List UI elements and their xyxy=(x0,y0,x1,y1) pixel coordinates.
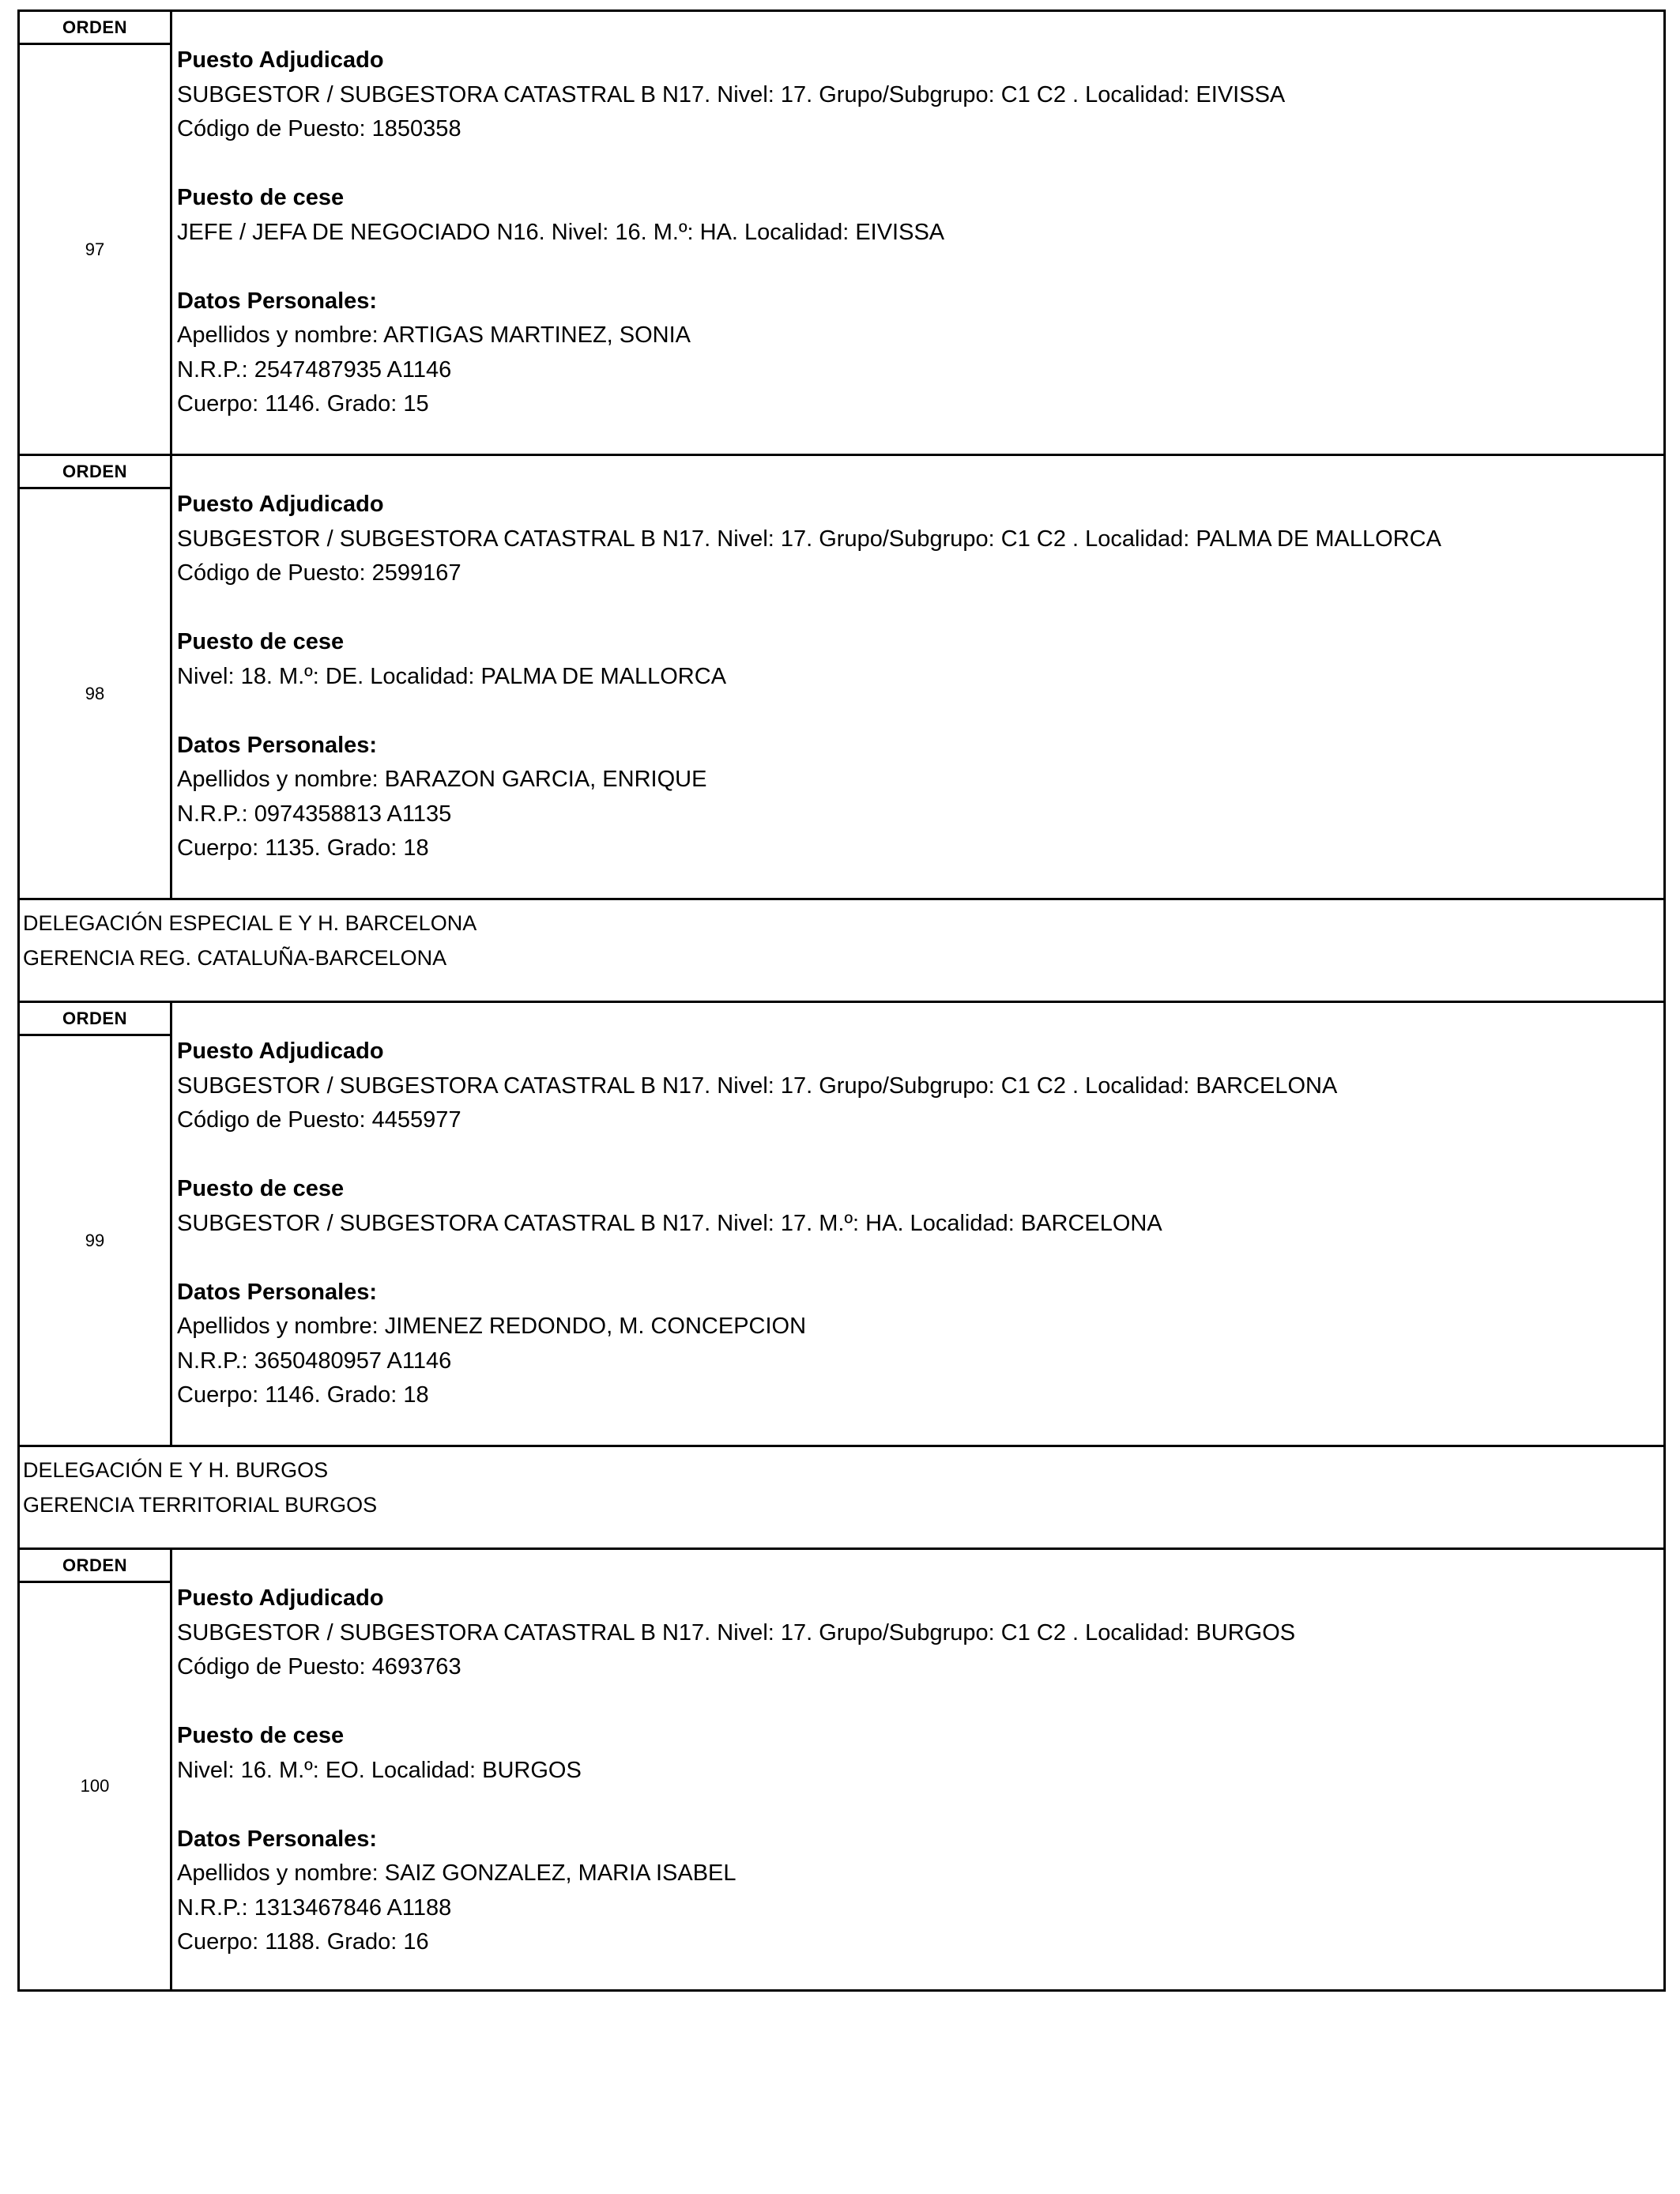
section-gerencia: GERENCIA REG. CATALUÑA-BARCELONA xyxy=(23,945,447,970)
puesto-adjudicado-heading: Puesto Adjudicado xyxy=(177,47,384,73)
cuerpo-grado: Cuerpo: 1188. Grado: 16 xyxy=(177,1929,429,1955)
entry-100 xyxy=(17,1547,1666,1992)
puesto-cese-heading: Puesto de cese xyxy=(177,185,345,210)
nrp: N.R.P.: 0974358813 A1135 xyxy=(177,801,452,827)
order-header: ORDEN xyxy=(20,12,170,45)
puesto-adjudicado-text: SUBGESTOR / SUBGESTORA CATASTRAL B N17. Nivel: 17. Grupo/Subgrupo: C1 C2 . Localidad: PALMA DE MALLORCA xyxy=(177,526,1441,552)
section-header-barcelona xyxy=(17,898,1666,1001)
puesto-cese-heading: Puesto de cese xyxy=(177,629,345,654)
entry-content xyxy=(172,1003,1663,1445)
cuerpo-grado: Cuerpo: 1146. Grado: 18 xyxy=(177,1382,429,1408)
codigo-puesto: Código de Puesto: 1850358 xyxy=(177,116,461,141)
entry-98 xyxy=(17,454,1666,898)
puesto-cese-text: JEFE / JEFA DE NEGOCIADO N16. Nivel: 16. M.º: HA. Localidad: EIVISSA xyxy=(177,219,945,245)
entry-content xyxy=(172,12,1663,454)
order-column xyxy=(20,12,172,454)
entry-content xyxy=(172,456,1663,898)
nrp: N.R.P.: 1313467846 A1188 xyxy=(177,1894,452,1921)
puesto-cese-heading: Puesto de cese xyxy=(177,1176,345,1201)
entry-97 xyxy=(17,9,1666,454)
codigo-puesto: Código de Puesto: 4693763 xyxy=(177,1654,461,1679)
section-gerencia: GERENCIA TERRITORIAL BURGOS xyxy=(23,1492,378,1517)
nrp: N.R.P.: 3650480957 A1146 xyxy=(177,1348,452,1374)
order-header: ORDEN xyxy=(20,456,170,489)
puesto-adjudicado-heading: Puesto Adjudicado xyxy=(177,1039,384,1064)
order-number: 99 xyxy=(85,1230,105,1250)
puesto-cese-heading: Puesto de cese xyxy=(177,1723,345,1748)
apellidos-nombre: Apellidos y nombre: SAIZ GONZALEZ, MARIA ISABEL xyxy=(177,1860,736,1886)
puesto-adjudicado-text: SUBGESTOR / SUBGESTORA CATASTRAL B N17. Nivel: 17. Grupo/Subgrupo: C1 C2 . Localidad: BARCELONA xyxy=(177,1072,1338,1099)
order-column xyxy=(20,1550,172,1989)
codigo-puesto: Código de Puesto: 4455977 xyxy=(177,1107,461,1133)
section-delegacion: DELEGACIÓN ESPECIAL E Y H. BARCELONA xyxy=(23,911,477,935)
codigo-puesto: Código de Puesto: 2599167 xyxy=(177,560,461,586)
puesto-cese-text: Nivel: 18. M.º: DE. Localidad: PALMA DE MALLORCA xyxy=(177,663,727,689)
puesto-cese-text: Nivel: 16. M.º: EO. Localidad: BURGOS xyxy=(177,1757,582,1783)
apellidos-nombre: Apellidos y nombre: BARAZON GARCIA, ENRIQUE xyxy=(177,767,707,792)
datos-personales-heading: Datos Personales: xyxy=(177,288,378,314)
puesto-adjudicado-heading: Puesto Adjudicado xyxy=(177,1585,384,1611)
order-column xyxy=(20,456,172,898)
section-header-burgos xyxy=(17,1445,1666,1547)
nrp: N.R.P.: 2547487935 A1146 xyxy=(177,356,452,383)
order-number: 100 xyxy=(80,1776,110,1796)
order-header: ORDEN xyxy=(20,1550,170,1583)
section-delegacion: DELEGACIÓN E Y H. BURGOS xyxy=(23,1458,329,1482)
puesto-adjudicado-heading: Puesto Adjudicado xyxy=(177,492,384,517)
cuerpo-grado: Cuerpo: 1146. Grado: 15 xyxy=(177,391,429,417)
order-number: 98 xyxy=(85,683,105,703)
order-column xyxy=(20,1003,172,1445)
puesto-adjudicado-text: SUBGESTOR / SUBGESTORA CATASTRAL B N17. Nivel: 17. Grupo/Subgrupo: C1 C2 . Localidad: EIVISSA xyxy=(177,81,1286,107)
puesto-cese-text: SUBGESTOR / SUBGESTORA CATASTRAL B N17. Nivel: 17. M.º: HA. Localidad: BARCELONA xyxy=(177,1210,1162,1236)
datos-personales-heading: Datos Personales: xyxy=(177,1279,378,1305)
entry-99 xyxy=(17,1001,1666,1445)
apellidos-nombre: Apellidos y nombre: JIMENEZ REDONDO, M. CONCEPCION xyxy=(177,1314,807,1339)
document-page xyxy=(17,9,1666,1992)
apellidos-nombre: Apellidos y nombre: ARTIGAS MARTINEZ, SONIA xyxy=(177,322,691,348)
order-number: 97 xyxy=(85,239,105,259)
cuerpo-grado: Cuerpo: 1135. Grado: 18 xyxy=(177,835,429,861)
datos-personales-heading: Datos Personales: xyxy=(177,732,378,758)
entry-content xyxy=(172,1550,1663,1989)
puesto-adjudicado-text: SUBGESTOR / SUBGESTORA CATASTRAL B N17. Nivel: 17. Grupo/Subgrupo: C1 C2 . Localidad: BURGOS xyxy=(177,1619,1296,1646)
datos-personales-heading: Datos Personales: xyxy=(177,1826,378,1852)
order-header: ORDEN xyxy=(20,1003,170,1036)
